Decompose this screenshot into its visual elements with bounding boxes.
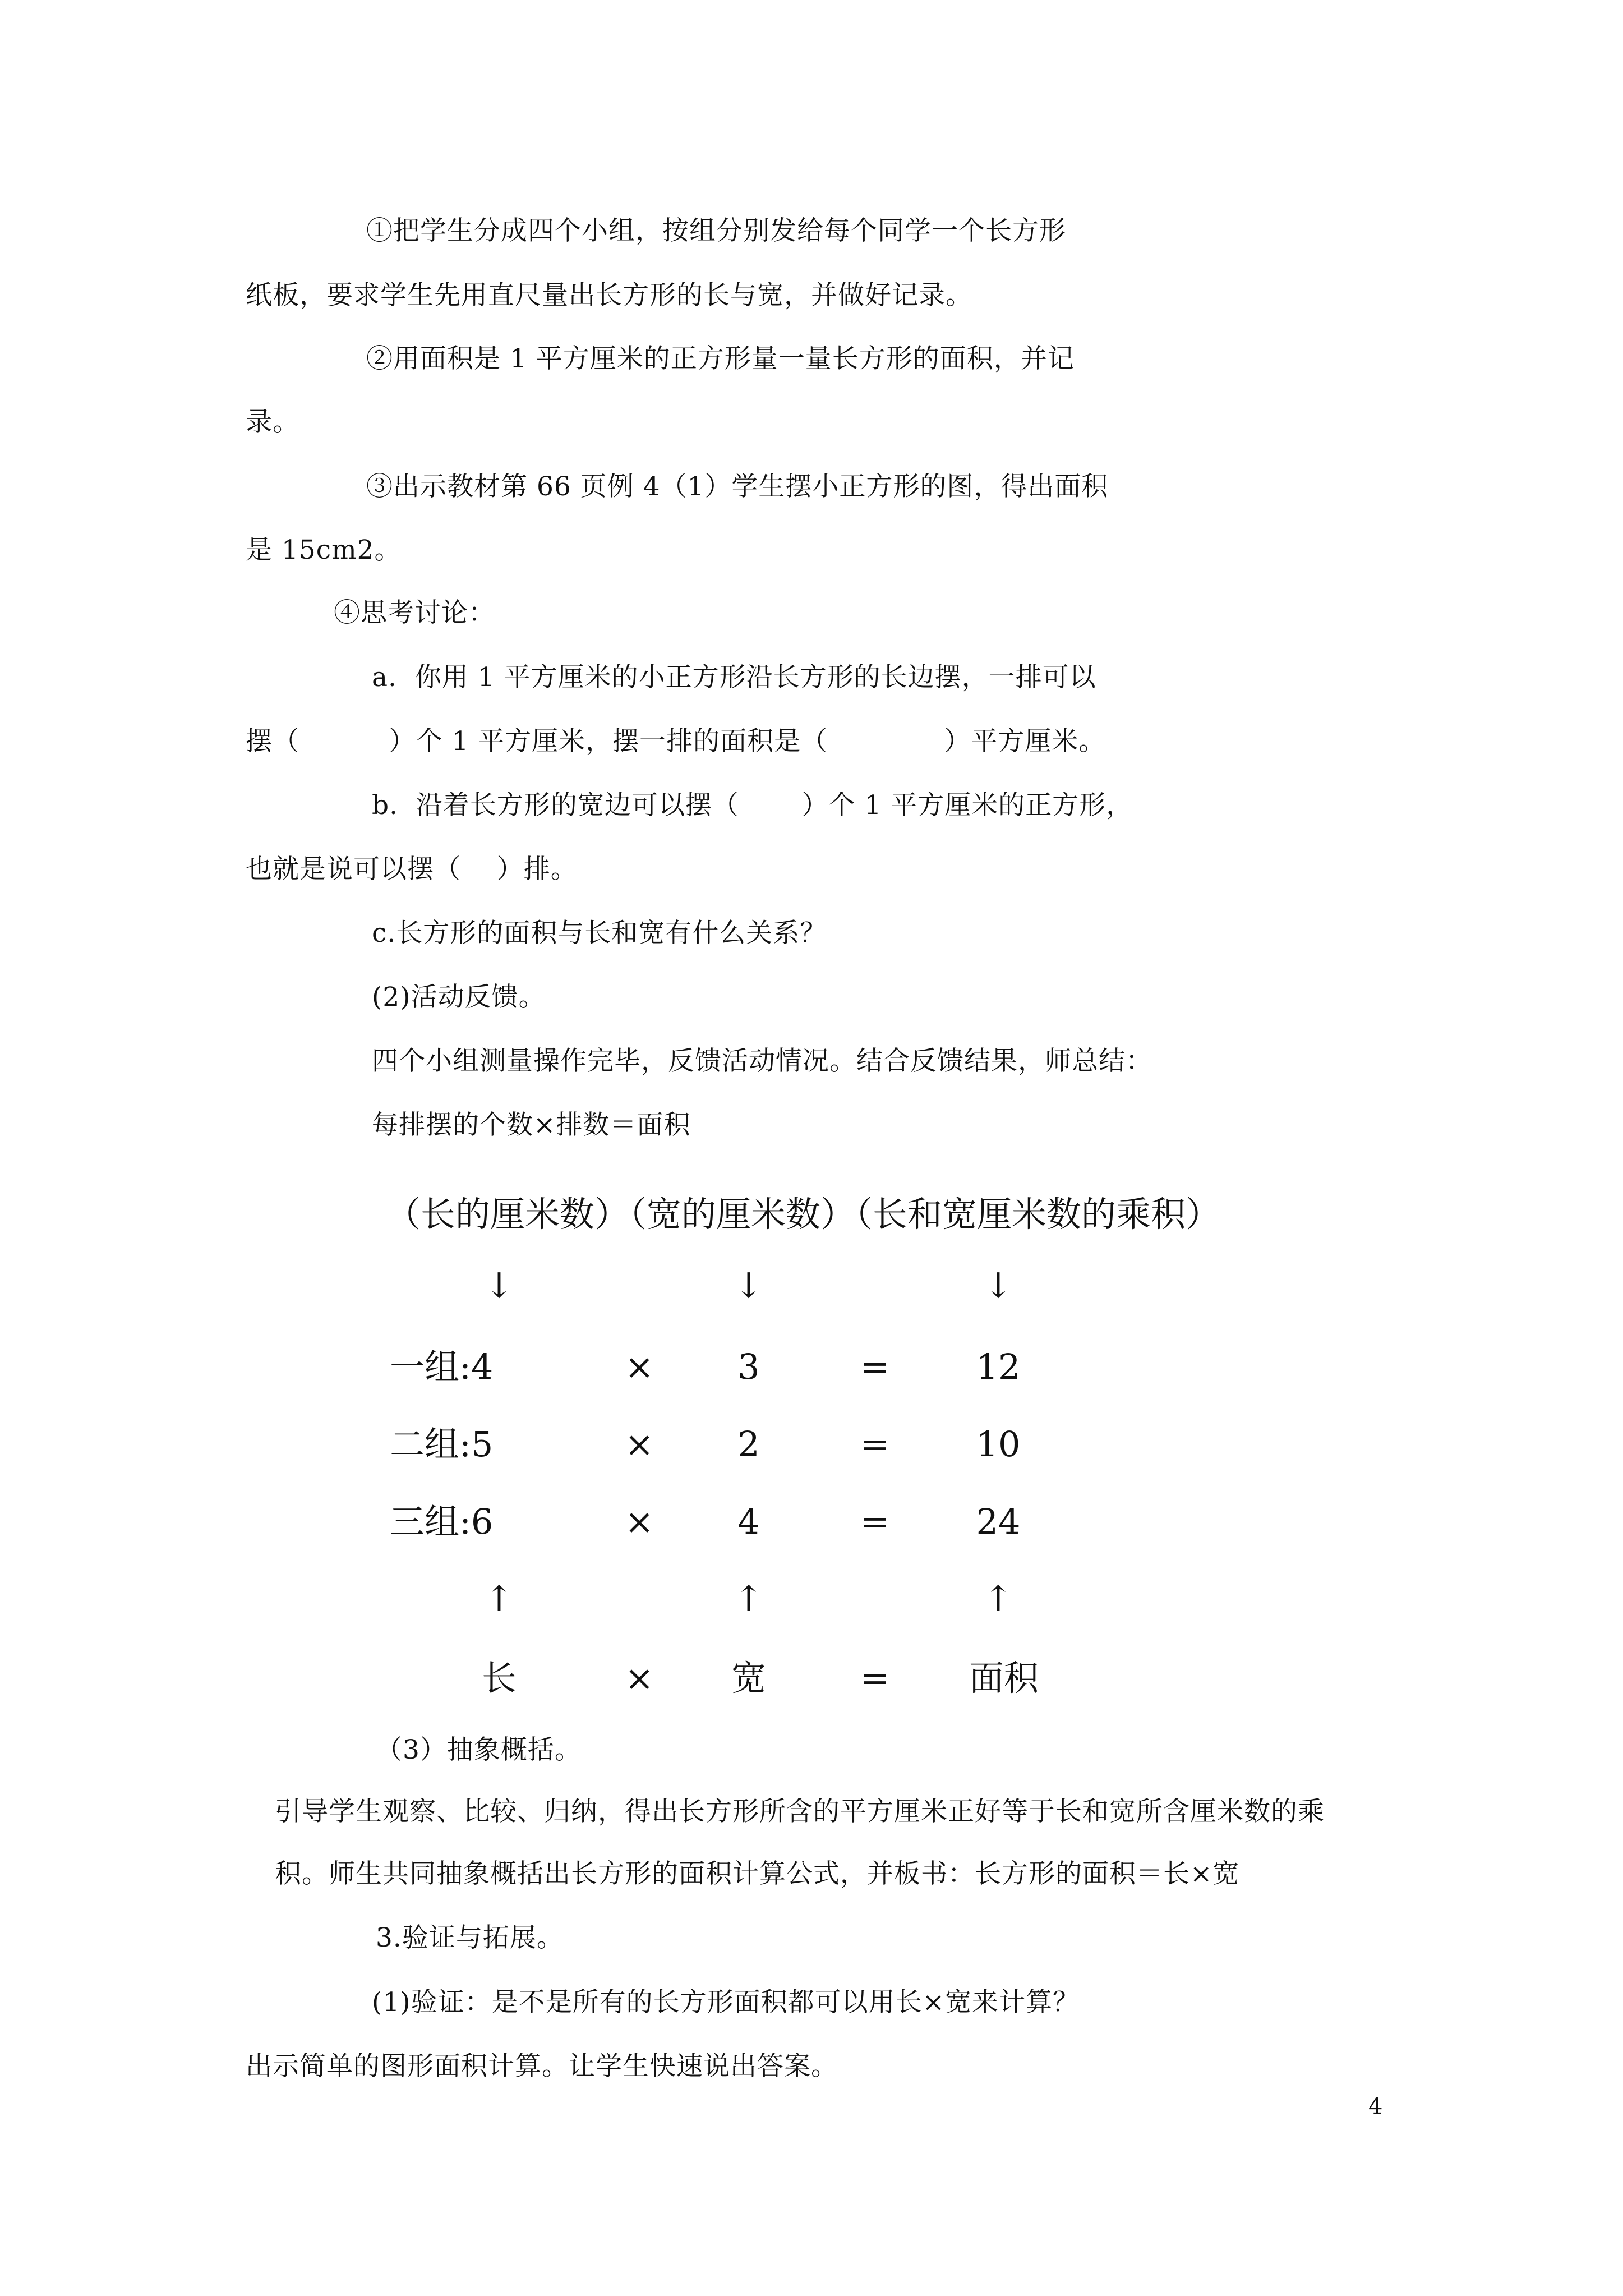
paragraph-2-line-1: ②用面积是 1 平方厘米的正方形量一量长方形的面积，并记: [366, 343, 1075, 374]
table-row-product: 10: [976, 1424, 1021, 1465]
paragraph-7: c.长方形的面积与长和宽有什么关系？: [372, 918, 827, 949]
down-arrow-width: ↓: [734, 1265, 763, 1306]
table-row-equals: =: [860, 1346, 889, 1387]
table-row-equals: =: [860, 1424, 889, 1465]
up-arrow-product: ↑: [984, 1578, 1013, 1619]
paragraph-8: (2)活动反馈。: [372, 982, 546, 1013]
down-arrow-product: ↓: [984, 1265, 1013, 1306]
paragraph-3-line-1: ③出示教材第 66 页例 4（1）学生摆小正方形的图，得出面积: [366, 471, 1109, 502]
paragraph-5-line-1: a. 你用 1 平方厘米的小正方形沿长方形的长边摆，一排可以: [372, 662, 1096, 693]
paragraph-13: 3.验证与拓展。: [376, 1922, 564, 1953]
table-row-width: 4: [737, 1501, 760, 1542]
paragraph-4: ④思考讨论：: [334, 597, 495, 628]
table-row-times: ×: [625, 1424, 654, 1465]
paragraph-1-line-2: 纸板，要求学生先用直尺量出长方形的长与宽，并做好记录。: [246, 280, 972, 311]
paragraph-14: (1)验证：是不是所有的长方形面积都可以用长×宽来计算？: [372, 1987, 1080, 2018]
paragraph-12-line-1: 引导学生观察、比较、归纳，得出长方形所含的平方厘米正好等于长和宽所含厘米数的乘: [275, 1796, 1325, 1827]
table-row-equals: =: [860, 1501, 889, 1542]
table-row-times: ×: [625, 1501, 654, 1542]
paragraph-6-line-1: b. 沿着长方形的宽边可以摆（ ）个 1 平方厘米的正方形，: [372, 790, 1133, 821]
down-arrow-length: ↓: [485, 1265, 514, 1306]
table-row-group: 一组:4: [390, 1346, 494, 1387]
paragraph-5-line-2: 摆（ ）个 1 平方厘米，摆一排的面积是（ ）平方厘米。: [246, 726, 1106, 757]
paragraph-10: 每排摆的个数×排数＝面积: [372, 1110, 691, 1140]
table-header: （长的厘米数）（宽的厘米数）（长和宽厘米数的乘积）: [386, 1194, 1221, 1235]
formula-equals: =: [860, 1658, 889, 1699]
table-row-group: 三组:6: [390, 1501, 494, 1542]
formula-area: 面积: [969, 1658, 1039, 1699]
paragraph-1-line-1: ①把学生分成四个小组，按组分别发给每个同学一个长方形: [366, 215, 1066, 246]
table-row-product: 24: [976, 1501, 1021, 1542]
formula-width: 宽: [731, 1658, 766, 1699]
paragraph-12-line-2: 积。师生共同抽象概括出长方形的面积计算公式，并板书：长方形的面积＝长×宽: [275, 1858, 1240, 1889]
table-row-width: 3: [737, 1346, 760, 1387]
formula-times: ×: [625, 1658, 654, 1699]
paragraph-11: （3）抽象概括。: [376, 1734, 582, 1765]
table-row-width: 2: [737, 1424, 760, 1465]
table-row-product: 12: [976, 1346, 1021, 1387]
paragraph-3-line-2: 是 15cm2。: [246, 535, 402, 565]
paragraph-15: 出示简单的图形面积计算。让学生快速说出答案。: [246, 2051, 838, 2082]
table-row-group: 二组:5: [390, 1424, 494, 1465]
up-arrow-width: ↑: [734, 1578, 763, 1619]
up-arrow-length: ↑: [485, 1578, 514, 1619]
paragraph-6-line-2: 也就是说可以摆（ ）排。: [246, 854, 578, 885]
page-number: 4: [1368, 2093, 1383, 2119]
paragraph-9: 四个小组测量操作完毕，反馈活动情况。结合反馈结果，师总结：: [372, 1046, 1152, 1076]
formula-length: 长: [481, 1658, 517, 1699]
table-row-times: ×: [625, 1346, 654, 1387]
paragraph-2-line-2: 录。: [246, 407, 299, 438]
